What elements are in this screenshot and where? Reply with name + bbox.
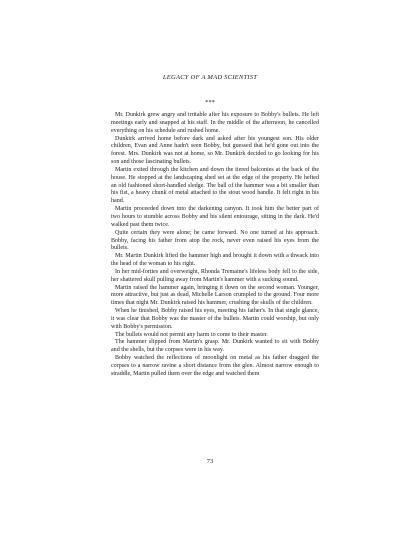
paragraph: Mr. Martin Dunkirk lifted the hammer high and brought it down with a thwack into the head of the woman to his right. [111, 253, 319, 268]
page-number: 73 [206, 458, 214, 465]
paragraph: The hammer slipped from Martin's grasp. Mr. Dunkirk wanted to sit with Bobby and the shells, but the corpses were in his way. [111, 339, 319, 354]
paragraph: Mr. Dunkirk grew angry and irritable after his exposure to Bobby's bullets. He left meetings early and snapped at his staff. In the middle of the afternoon, he cancelled everything on his schedule and rushed home. [111, 112, 319, 134]
paragraph: Martin exited through the kitchen and down the tiered balconies at the back of the house. He stopped at the landscaping shed set at the edge of the property. He hefted an old fashioned short-handled sledge. The ball of the hammer was a bit smaller than his fist, a heavy chunk of metal attached to the stout wood handle. It felt right in his hand. [111, 166, 319, 205]
paragraph: Martin proceeded down into the darkening canyon. It took him the better part of two hours to stumble across Bobby and his silent entourage, sitting in the dark. He'd walked past them twice. [111, 206, 319, 228]
paragraph: Bobby watched the reflections of moonlight on metal as his father dragged the corpses to a narrow ravine a short distance from the glen. Almost narrow enough to straddle, Martin pulled them over the edge and watched them [111, 355, 319, 377]
paragraph: The bullets would not permit any harm to come to their master. [115, 331, 268, 338]
paragraph: In her mid-forties and overweight, Rhonda Tremaine's lifeless body fell to the side, her shattered skull pulling away from Martin's hammer with a sucking sound. [111, 268, 319, 283]
paragraph: Quite certain they were alone; he came forward. No one turned at his approach. Bobby, facing his father from atop the rock, never even raised his eyes from the bullets. [111, 229, 319, 252]
section-separator: *** [205, 99, 215, 106]
paragraph: Martin raised the hammer again, bringing it down on the second woman. Younger, more attractive, but just as dead, Michelle Larson crumpled to the ground. Four more times that night Mr. Dunkirk raised his hammer, crushing the skulls of the children. [111, 284, 319, 307]
paragraph: Dunkirk arrived home before dark and asked after his youngest son. His older children, Evan and Anne hadn't seen Bobby, but guessed that he'd gone out into the forest. Mrs. Dunkirk was not at home, so Mr. Dunkirk decided to go looking for his son and those fascinating bullets. [111, 135, 319, 166]
running-title: LEGACY OF A MAD SCIENTIST [162, 74, 258, 81]
body-text [111, 112, 319, 379]
paragraph: When he finished, Bobby raised his eyes, meeting his father's. In that single glance, it was clear that Bobby was the master of the bullets. Martin could worship, but only with Bobby's permission. [111, 308, 319, 330]
